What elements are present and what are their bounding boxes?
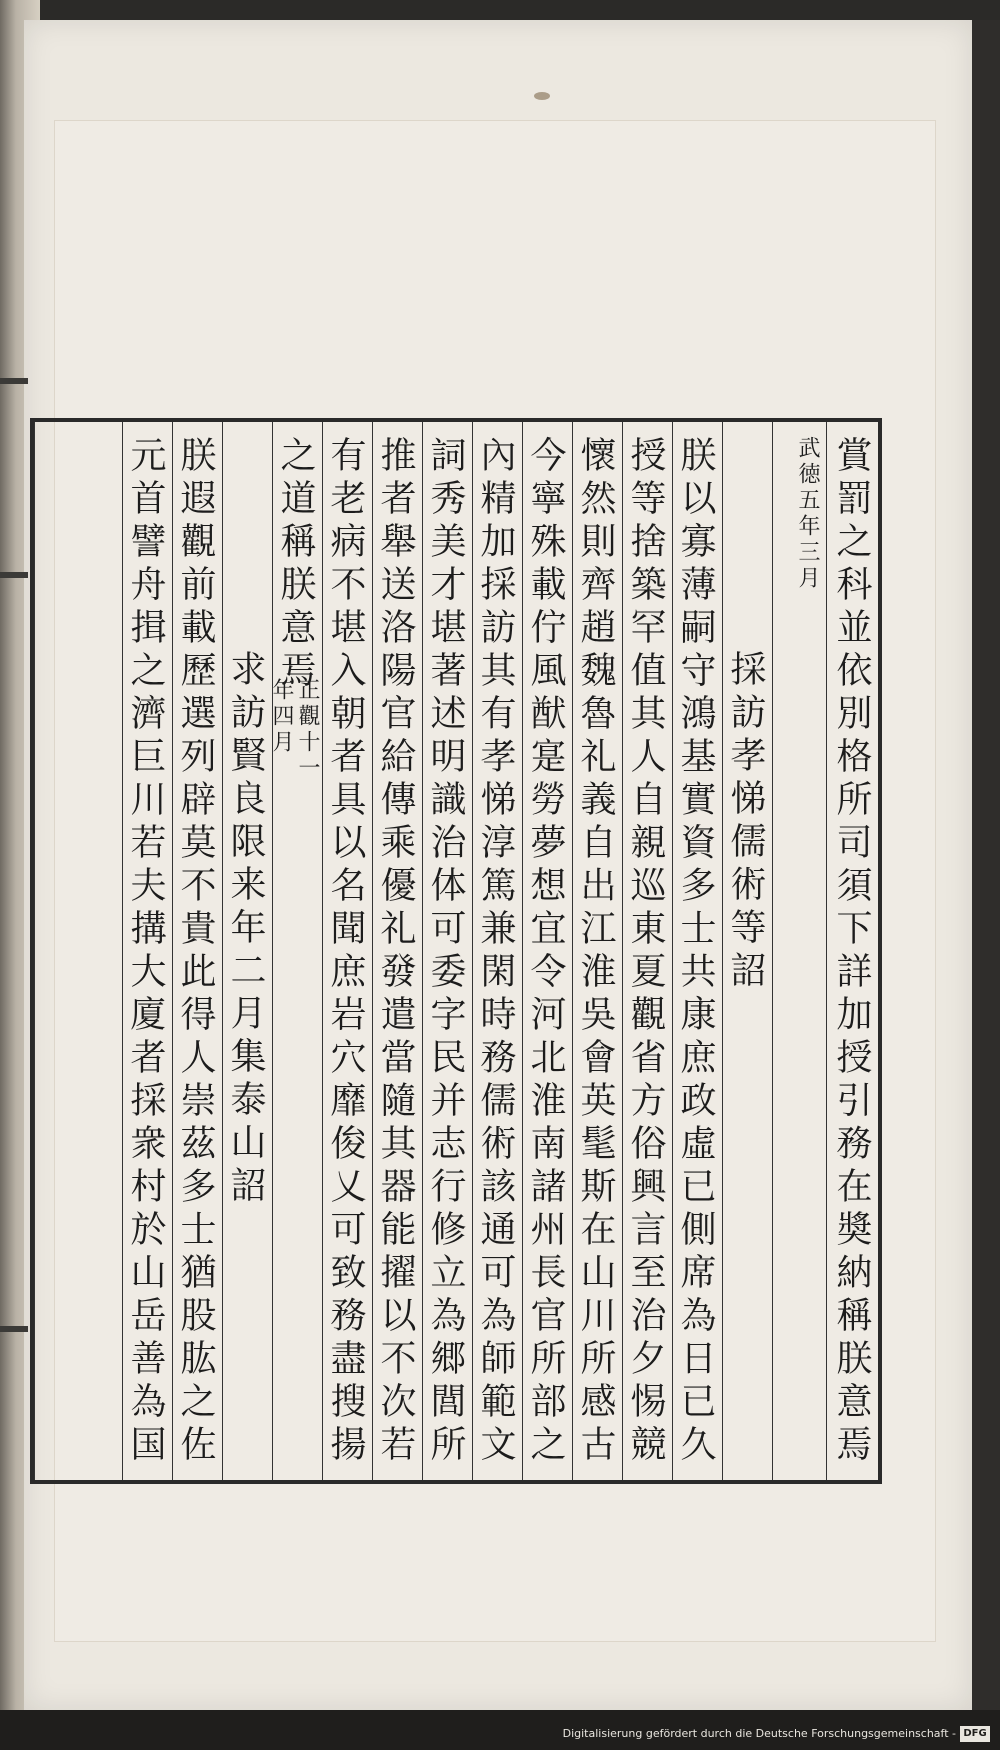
text-column-7 bbox=[522, 422, 572, 1480]
paper-stain bbox=[534, 92, 550, 100]
text-column-3 bbox=[722, 422, 772, 1480]
dfg-logo: DFG bbox=[960, 1726, 990, 1742]
text-column-2 bbox=[772, 422, 826, 1480]
column-text: 授等捨築罕值其人自親巡東夏觀省方俗興言至治夕惕競 bbox=[625, 436, 666, 1468]
column-text: 有老病不堪入朝者具以名聞庶岩穴靡俊乂可致務盡搜揚 bbox=[325, 436, 366, 1468]
edict-title: 求訪賢良限来年二月集泰山詔 bbox=[225, 650, 266, 1209]
text-column-15 bbox=[122, 422, 172, 1480]
text-column-5 bbox=[622, 422, 672, 1480]
text-column-4 bbox=[672, 422, 722, 1480]
column-text: 元首譬舟揖之濟巨川若夫搆大廈者採衆村於山岳善為国 bbox=[125, 436, 166, 1468]
column-text: 賞罰之科並依別格所司須下詳加授引務在奬納稱朕意焉 bbox=[831, 436, 872, 1468]
binding-thread bbox=[0, 1326, 28, 1332]
edict-title: 採訪孝悌儒術等詔 bbox=[725, 650, 766, 994]
text-column-11 bbox=[322, 422, 372, 1480]
column-text: 推者舉送洛陽官給傳乘優礼發遣當隨其器能擢以不次若 bbox=[375, 436, 416, 1468]
text-column-13 bbox=[222, 422, 272, 1480]
text-column-margin bbox=[34, 422, 122, 1480]
column-text: 今寧殊載佇風猷寔勞夢想宜令河北淮南諸州長官所部之 bbox=[525, 436, 566, 1468]
text-frame bbox=[30, 418, 882, 1484]
column-text: 懷然則齊趙魏魯礼義自出江淮吳會英髦斯在山川所感古 bbox=[575, 436, 616, 1468]
footer-credit: Digitalisierung gefördert durch die Deutsche Forschungsgemeinschaft - bbox=[562, 1727, 956, 1740]
footer-bar bbox=[0, 1710, 1000, 1750]
text-column-1 bbox=[826, 422, 878, 1480]
column-text: 詞秀美才堪著述明識治体可委字民并志行修立為郷閭所 bbox=[425, 436, 466, 1468]
text-column-9 bbox=[422, 422, 472, 1480]
column-text: 之道稱朕意焉 bbox=[275, 436, 316, 694]
binding-thread bbox=[0, 378, 28, 384]
column-text: 朕遐觀前載歷選列辟莫不貴此得人崇茲多士猶股肱之佐 bbox=[175, 436, 216, 1468]
text-column-8 bbox=[472, 422, 522, 1480]
text-column-6 bbox=[572, 422, 622, 1480]
column-text: 內精加採訪其有孝悌淳篤兼閑時務儒術該通可為師範文 bbox=[475, 436, 516, 1468]
date-note: 武徳五年三月 bbox=[795, 436, 820, 592]
next-page-edge bbox=[972, 20, 1000, 1710]
column-text: 朕以寡薄嗣守鴻基實資多士共康庶政虛已側席為日已久 bbox=[675, 436, 716, 1468]
text-column-10 bbox=[372, 422, 422, 1480]
date-note: 正觀十一年四月 bbox=[269, 678, 320, 782]
text-column-14 bbox=[172, 422, 222, 1480]
binding-thread bbox=[0, 572, 28, 578]
text-column-12 bbox=[269, 422, 322, 1480]
